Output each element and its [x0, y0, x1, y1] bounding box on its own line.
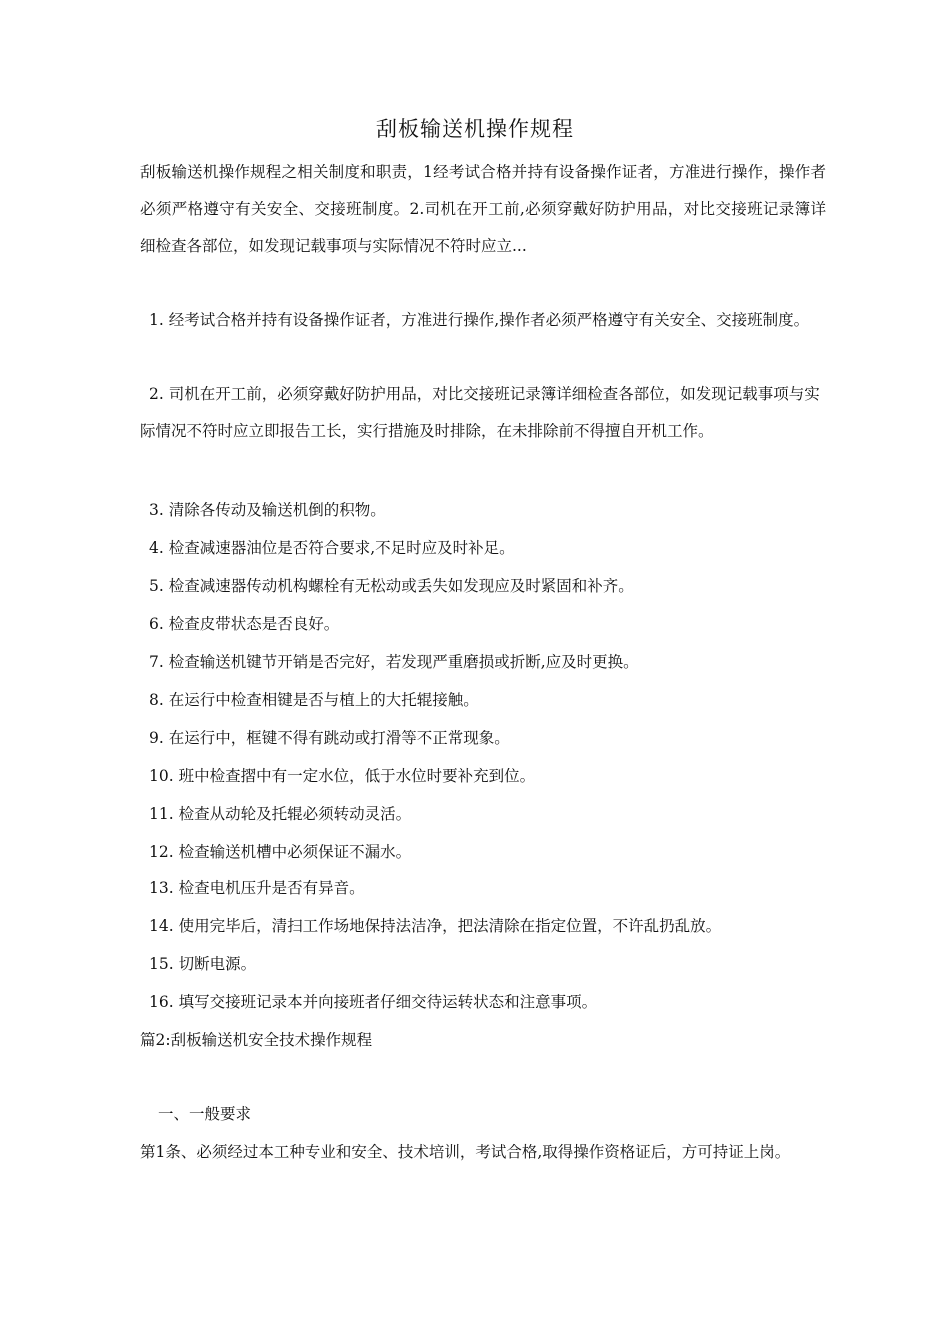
- list-item: [140, 568, 826, 605]
- part2-title: 篇2:刮板输送机安全技术操作规程: [140, 1031, 373, 1049]
- list-item-text: 2. 司机在开工前，必须穿戴好防护用品，对比交接班记录簿详细检查各部位，如发现记载事项与实际情况不符时应立即报告工长，实行措施及时排除，在未排除前不得擅自开机工作。: [140, 385, 820, 440]
- document-title: 刮板输送机操作规程: [376, 117, 574, 141]
- list-item-text: 7. 检查输送机键节开销是否完好，若发现严重磨损或折断,应及时更换。: [149, 653, 639, 671]
- list-item: [140, 870, 826, 907]
- list-item: [140, 644, 826, 681]
- list-item: [140, 758, 826, 795]
- list-item: [140, 720, 826, 757]
- list-item: [140, 530, 826, 567]
- list-item: [140, 606, 826, 643]
- list-item-text: 16. 填写交接班记录本并向接班者仔细交待运转状态和注意事项。: [149, 993, 598, 1011]
- list-item-text: 13. 检查电机压升是否有异音。: [149, 879, 365, 897]
- list-item-text: 3. 清除各传动及输送机倒的积物。: [149, 501, 386, 519]
- list-item-text: 14. 使用完毕后，清扫工作场地保持法洁净，把法清除在指定位置，不许乱扔乱放。: [149, 917, 722, 935]
- list-item-text: 12. 检查输送机槽中必须保证不漏水。: [149, 843, 412, 861]
- list-item: [140, 908, 826, 945]
- intro-paragraph: 刮板输送机操作规程之相关制度和职责，1经考试合格并持有设备操作证者，方准进行操作，操作者必须严格遵守有关安全、交接班制度。2.司机在开工前,必须穿戴好防护用品，对比交接班记录簿详细检查各部位，如发现记载事项与实际情况不符时应立...: [140, 163, 827, 255]
- list-item: [140, 492, 826, 529]
- list-item-text: 1. 经考试合格并持有设备操作证者，方准进行操作,操作者必须严格遵守有关安全、交接班制度。: [149, 311, 810, 329]
- article-paragraph: 第1条、必须经过本工种专业和安全、技术培训，考试合格,取得操作资格证后，方可持证上岗。: [140, 1143, 791, 1161]
- list-item-text: 4. 检查减速器油位是否符合要求,不足时应及时补足。: [149, 539, 515, 557]
- section-heading: 一、一般要求: [158, 1105, 252, 1123]
- list-item-text: 9. 在运行中，框键不得有跳动或打滑等不正常现象。: [149, 729, 510, 747]
- list-item-text: 10. 班中检查摺中有一定水位，低于水位时要补充到位。: [149, 767, 536, 785]
- list-item-text: 15. 切断电源。: [149, 955, 257, 973]
- list-item: [140, 376, 826, 450]
- list-item: [140, 302, 826, 339]
- list-item-text: 5. 检查减速器传动机构螺栓有无松动或丢失如发现应及时紧固和补齐。: [149, 577, 634, 595]
- list-item: [140, 984, 826, 1021]
- list-item: [140, 834, 826, 871]
- list-item: [140, 682, 826, 719]
- list-item-text: 6. 检查皮带状态是否良好。: [149, 615, 340, 633]
- list-item: [140, 946, 826, 983]
- list-item-text: 11. 检查从动轮及托辊必须转动灵活。: [149, 805, 412, 823]
- list-item-text: 8. 在运行中检查相键是否与植上的大托辊接触。: [149, 691, 479, 709]
- list-item: [140, 796, 826, 833]
